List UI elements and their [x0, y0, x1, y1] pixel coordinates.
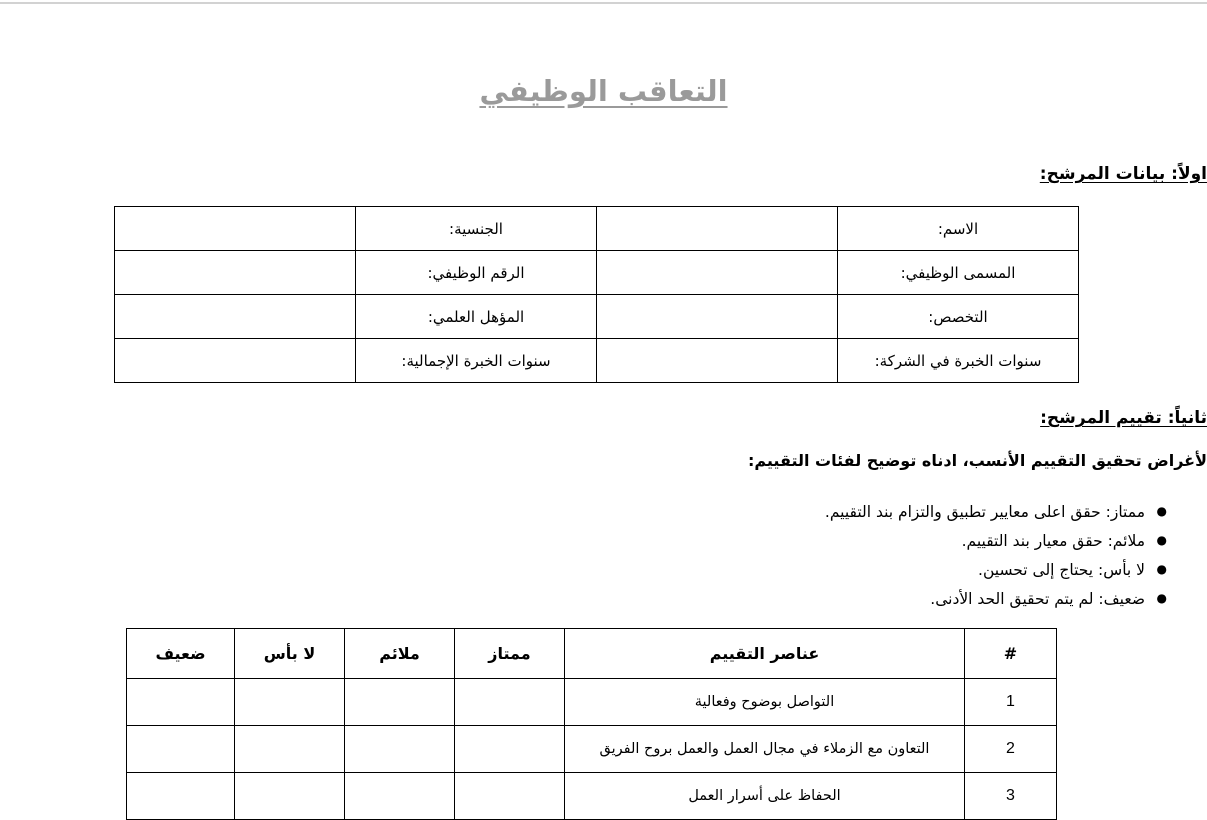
list-item: ● ضعيف: لم يتم تحقيق الحد الأدنى.: [172, 585, 1167, 614]
candidate-data-table: [114, 206, 1079, 383]
cell-value-name[interactable]: [597, 207, 838, 251]
column-header-suitable: ملائم: [345, 629, 455, 679]
table-row: [115, 207, 1079, 251]
cell-value-specialization[interactable]: [597, 295, 838, 339]
cell-value-total-experience[interactable]: [115, 339, 356, 383]
cell-evaluation-item: الحفاظ على أسرار العمل: [565, 773, 965, 820]
cell-label-employee-number: الرقم الوظيفي:: [356, 251, 597, 295]
table-row: [115, 251, 1079, 295]
evaluation-criteria-list: [0, 498, 1207, 614]
cell-rating-suitable[interactable]: [345, 773, 455, 820]
cell-label-total-experience: سنوات الخبرة الإجمالية:: [356, 339, 597, 383]
list-item: ● ممتاز: حقق اعلى معايير تطبيق والتزام بند التقييم.: [172, 498, 1167, 527]
cell-label-job-title: المسمى الوظيفي:: [838, 251, 1079, 295]
cell-rating-acceptable[interactable]: [235, 773, 345, 820]
cell-value-job-title[interactable]: [597, 251, 838, 295]
cell-label-company-experience: سنوات الخبرة في الشركة:: [838, 339, 1079, 383]
section-heading-candidate-data-text: اولاً: بيانات المرشح:: [1039, 164, 1207, 184]
column-header-acceptable: لا بأس: [235, 629, 345, 679]
cell-label-specialization: التخصص:: [838, 295, 1079, 339]
cell-rating-weak[interactable]: [127, 773, 235, 820]
cell-rating-suitable[interactable]: [345, 679, 455, 726]
cell-rating-suitable[interactable]: [345, 726, 455, 773]
cell-row-number: 2: [965, 726, 1057, 773]
cell-evaluation-item: التواصل بوضوح وفعالية: [565, 679, 965, 726]
column-header-evaluation-items: عناصر التقييم: [565, 629, 965, 679]
cell-label-name: الاسم:: [838, 207, 1079, 251]
cell-rating-weak[interactable]: [127, 726, 235, 773]
section-heading-candidate-evaluation-text: ثانياً: تقييم المرشح:: [1040, 408, 1207, 428]
table-row: [127, 679, 1057, 726]
list-item: ● لا بأس: يحتاج إلى تحسين.: [172, 556, 1167, 585]
cell-row-number: 3: [965, 773, 1057, 820]
cell-label-nationality: الجنسية:: [356, 207, 597, 251]
table-row: [127, 773, 1057, 820]
cell-rating-excellent[interactable]: [455, 773, 565, 820]
cell-value-employee-number[interactable]: [115, 251, 356, 295]
cell-evaluation-item: التعاون مع الزملاء في مجال العمل والعمل بروح الفريق: [565, 726, 965, 773]
cell-row-number: 1: [965, 679, 1057, 726]
column-header-excellent: ممتاز: [455, 629, 565, 679]
cell-rating-weak[interactable]: [127, 679, 235, 726]
column-header-weak: ضعيف: [127, 629, 235, 679]
page-title: التعاقب الوظيفي: [479, 74, 728, 108]
cell-value-nationality[interactable]: [115, 207, 356, 251]
cell-value-qualification[interactable]: [115, 295, 356, 339]
cell-label-qualification: المؤهل العلمي:: [356, 295, 597, 339]
column-header-number: #: [965, 629, 1057, 679]
list-item: ● ملائم: حقق معيار بند التقييم.: [172, 527, 1167, 556]
cell-rating-acceptable[interactable]: [235, 679, 345, 726]
evaluation-table: [126, 628, 1057, 820]
evaluation-intro-text: لأغراض تحقيق التقييم الأنسب، ادناه توضيح لفئات التقييم:: [747, 451, 1207, 470]
table-header-row: [127, 629, 1057, 679]
cell-rating-excellent[interactable]: [455, 726, 565, 773]
section-heading-candidate-data: [0, 164, 1207, 184]
table-row: [127, 726, 1057, 773]
cell-rating-acceptable[interactable]: [235, 726, 345, 773]
section-heading-candidate-evaluation: [0, 408, 1207, 428]
cell-rating-excellent[interactable]: [455, 679, 565, 726]
cell-value-company-experience[interactable]: [597, 339, 838, 383]
table-row: [115, 295, 1079, 339]
table-row: [115, 339, 1079, 383]
